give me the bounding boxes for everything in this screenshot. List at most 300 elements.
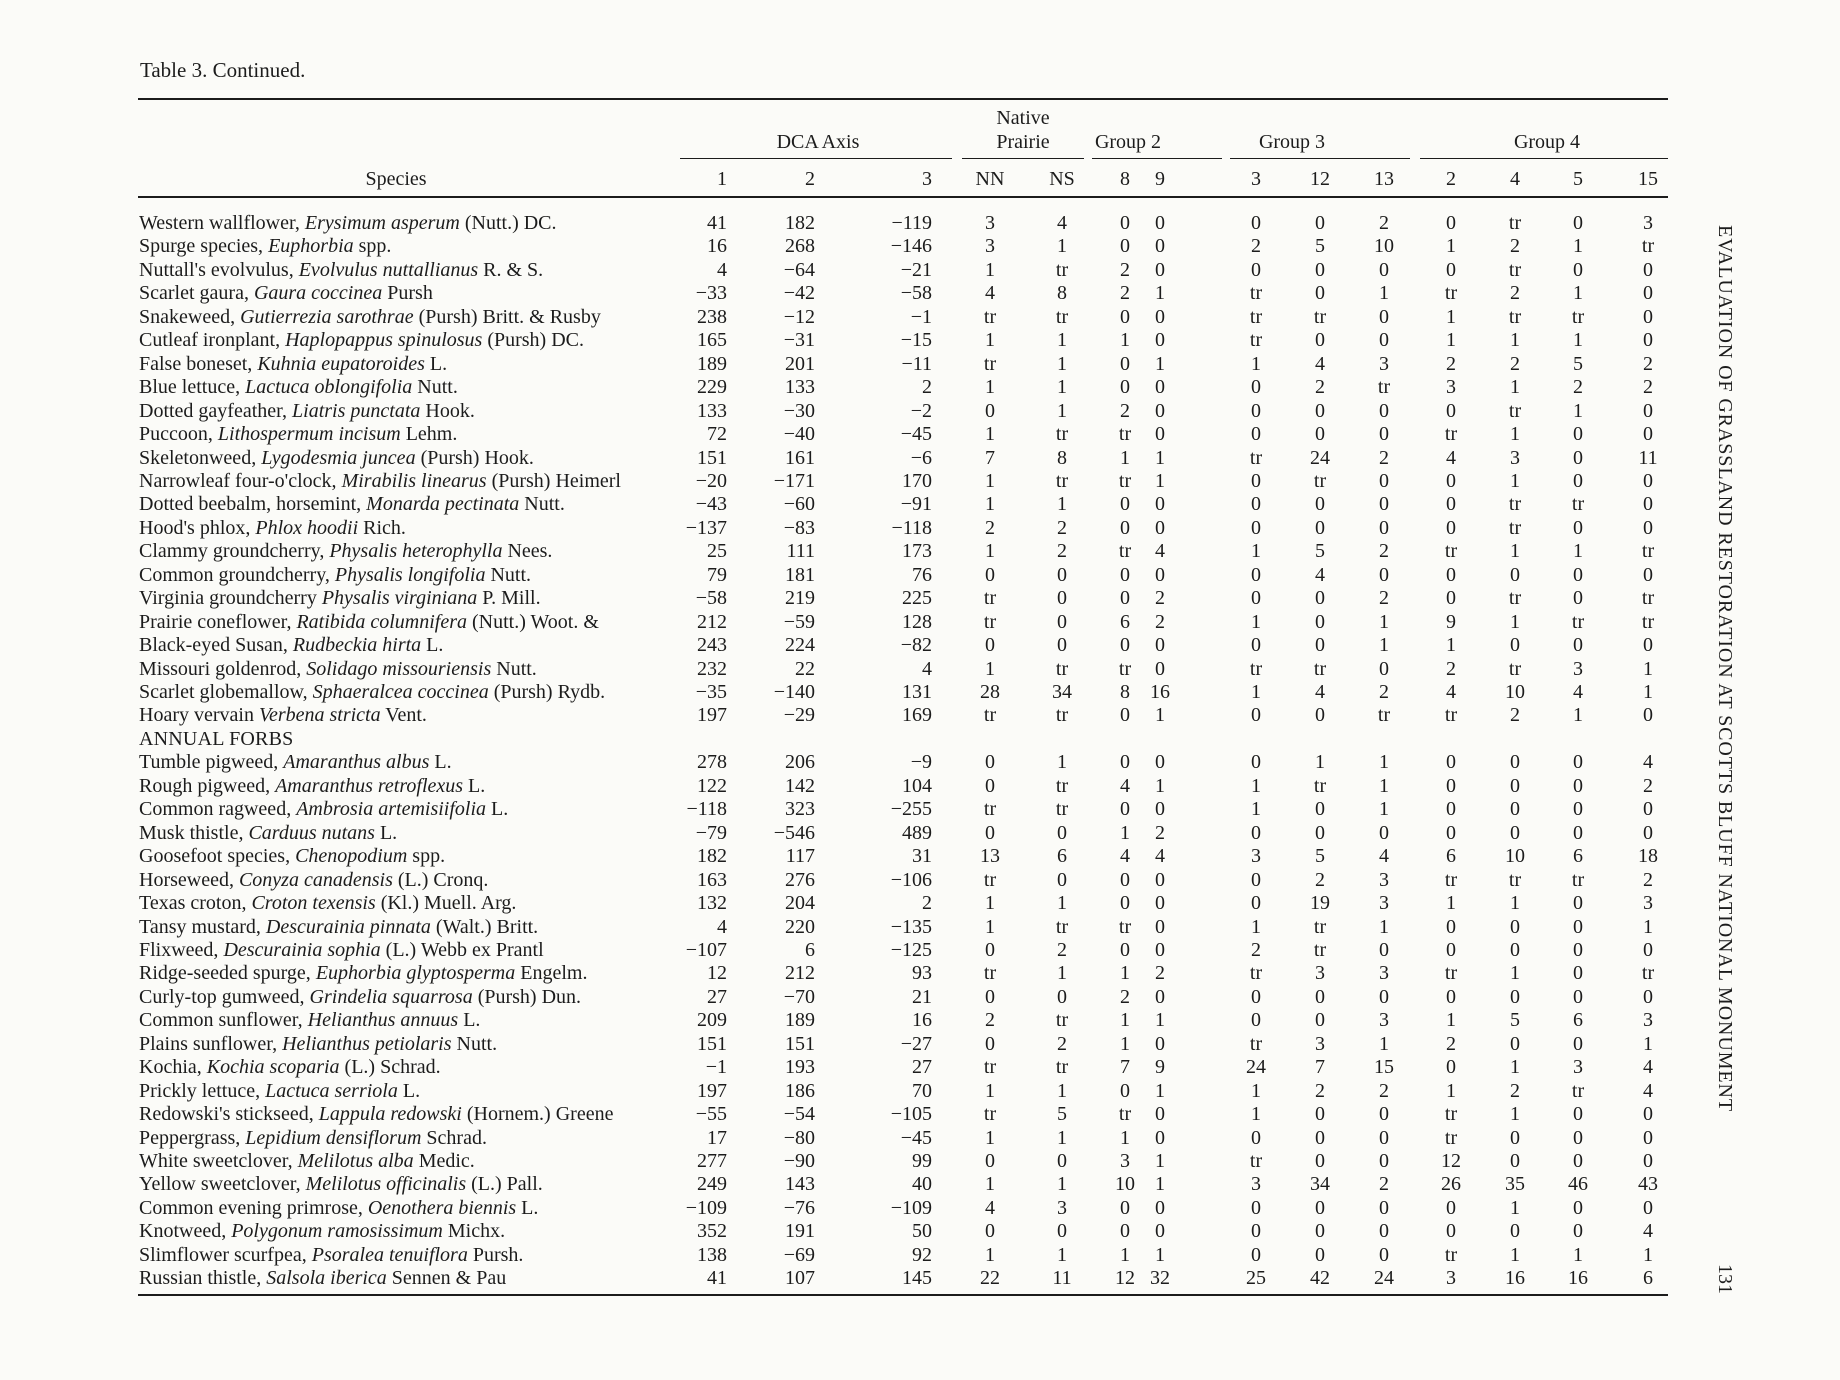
common-name: Dotted beebalm, horsemint, <box>139 493 367 516</box>
table-cell: 0 <box>1155 376 1165 399</box>
species-name <box>139 259 543 282</box>
table-cell: 0 <box>1379 985 1389 1008</box>
table-cell: tr <box>1571 610 1585 633</box>
table-cell: 0 <box>1510 563 1520 586</box>
table-cell: 1 <box>1120 1126 1130 1149</box>
common-name: Common sunflower, <box>139 1009 308 1032</box>
authority: Medic. <box>413 1150 475 1172</box>
table-cell: 0 <box>985 751 995 774</box>
table-cell: 1 <box>1573 329 1583 352</box>
species-name <box>139 681 605 704</box>
table-cell: 232 <box>697 657 727 680</box>
table-cell: 220 <box>785 915 815 938</box>
table-cell: tr <box>983 305 997 328</box>
table-cell: 0 <box>1446 469 1456 492</box>
table-cell: 2 <box>1573 376 1583 399</box>
table-cell: tr <box>1508 399 1522 422</box>
table-cell: 0 <box>1446 563 1456 586</box>
table-cell: 0 <box>1315 282 1325 305</box>
common-name: Curly-top gumweed, <box>139 985 310 1008</box>
table-cell: 8 <box>1057 446 1067 469</box>
table-cell: 0 <box>1315 634 1325 657</box>
table-cell: 0 <box>1573 1150 1583 1172</box>
table-cell: 0 <box>1510 634 1520 657</box>
common-name: Dotted gayfeather, <box>139 399 293 422</box>
authority: (Pursh) Dun. <box>472 985 582 1008</box>
table-cell: 4 <box>1446 446 1456 469</box>
table-cell: 2 <box>1155 821 1165 844</box>
table-cell: 1 <box>1155 469 1165 492</box>
table-cell: tr <box>1444 962 1458 985</box>
table-cell: 133 <box>697 399 727 422</box>
table-cell: 0 <box>1446 212 1456 234</box>
table-cell: −171 <box>773 469 815 492</box>
table-cell: 163 <box>697 868 727 891</box>
top-rule <box>138 98 1668 100</box>
table-cell: 0 <box>1446 751 1456 774</box>
table-cell: tr <box>1249 1150 1263 1172</box>
common-name: Flixweed, <box>139 938 224 961</box>
table-cell: 31 <box>912 845 932 868</box>
common-name: Plains sunflower, <box>139 1032 283 1055</box>
species-name <box>139 400 475 423</box>
table-cell: 2 <box>1251 235 1261 258</box>
authority: L. <box>486 798 509 821</box>
table-cell: 0 <box>1643 1196 1653 1219</box>
table-cell: 0 <box>1315 798 1325 821</box>
table-cell: −80 <box>783 1126 815 1149</box>
species-name <box>139 1244 523 1267</box>
scientific-name: Physalis longifolia <box>334 563 486 586</box>
authority: (Pursh) Britt. & Rusby <box>413 305 601 328</box>
table-cell: 3 <box>1379 868 1389 891</box>
species-name <box>139 775 485 798</box>
authority: L. <box>429 751 452 774</box>
table-cell: 0 <box>1120 751 1130 774</box>
table-cell: 1 <box>1057 235 1067 258</box>
table-cell: 3 <box>985 212 995 234</box>
table-cell: 0 <box>1573 1196 1583 1219</box>
table-cell: 0 <box>1120 1220 1130 1243</box>
scientific-name: Lactuca serriola <box>265 1079 398 1102</box>
table-cell: tr <box>983 798 997 821</box>
table-cell: 0 <box>1315 493 1325 516</box>
authority: L. <box>516 1196 539 1219</box>
table-cell: −106 <box>890 868 932 891</box>
table-cell: 4 <box>1315 563 1325 586</box>
table-cell: 2 <box>1446 1032 1456 1055</box>
table-cell: 4 <box>1446 681 1456 703</box>
table-cell: 4 <box>1643 751 1653 774</box>
table-cell: 26 <box>1441 1173 1461 1196</box>
table-cell: tr <box>1118 423 1132 446</box>
species-name <box>139 1009 480 1032</box>
table-cell: 0 <box>1510 938 1520 961</box>
table-cell: 3 <box>1643 212 1653 234</box>
table-cell: 278 <box>697 751 727 774</box>
table-cell: tr <box>1313 938 1327 961</box>
table-cell: 35 <box>1505 1173 1525 1196</box>
table-cell: 189 <box>697 352 727 375</box>
table-cell: 249 <box>697 1173 727 1196</box>
table-cell: 0 <box>1057 985 1067 1008</box>
common-name: Prickly lettuce, <box>139 1079 266 1102</box>
table-cell: 25 <box>707 540 727 563</box>
table-cell: 0 <box>1120 587 1130 610</box>
column-header: NN <box>975 168 1005 190</box>
species-name <box>139 822 397 845</box>
table-cell: 268 <box>785 235 815 258</box>
table-cell: 0 <box>1251 1009 1261 1032</box>
species-name <box>139 1033 497 1056</box>
table-cell: 0 <box>1379 563 1389 586</box>
table-cell: 243 <box>697 634 727 657</box>
table-cell: 1 <box>1446 892 1456 915</box>
table-cell: 0 <box>985 399 995 422</box>
table-cell: tr <box>1444 868 1458 891</box>
common-name: Common evening primrose, <box>139 1196 368 1219</box>
species-name <box>139 212 557 235</box>
table-cell: 1 <box>1510 469 1520 492</box>
species-name <box>139 517 406 540</box>
table-cell: 2 <box>1057 516 1067 539</box>
table-cell: 0 <box>1315 1103 1325 1126</box>
authority: spp. <box>407 845 446 868</box>
table-cell: tr <box>1118 469 1132 492</box>
table-cell: 2 <box>1379 212 1389 234</box>
common-name: Knotweed, <box>139 1220 232 1243</box>
table-cell: 0 <box>1057 587 1067 610</box>
table-cell: 2 <box>1446 352 1456 375</box>
table-cell: 22 <box>980 1267 1000 1290</box>
table-cell: tr <box>1313 915 1327 938</box>
table-cell: 1 <box>1446 329 1456 352</box>
table-cell: 0 <box>1155 423 1165 446</box>
authority: (L.) Schrad. <box>339 1056 441 1079</box>
table-cell: 0 <box>1315 212 1325 234</box>
scientific-name: Mirabilis linearus <box>341 469 487 492</box>
table-cell: 1 <box>1510 892 1520 915</box>
table-cell: 0 <box>1573 1220 1583 1243</box>
table-cell: 11 <box>1052 1267 1072 1290</box>
species-name <box>139 869 488 892</box>
common-name: Skeletonweed, <box>139 446 262 469</box>
scientific-name: Evolvulus nuttallianus <box>298 258 479 281</box>
table-cell: 2 <box>1510 282 1520 305</box>
table-cell: tr <box>1055 798 1069 821</box>
table-cell: 3 <box>985 235 995 258</box>
table-cell: 1 <box>1510 962 1520 985</box>
table-cell: tr <box>1641 610 1655 633</box>
table-cell: 133 <box>785 376 815 399</box>
table-cell: −43 <box>695 493 727 516</box>
table-cell: 0 <box>1120 798 1130 821</box>
table-cell: 41 <box>707 212 727 234</box>
table-cell: 0 <box>1057 821 1067 844</box>
table-cell: 0 <box>1251 376 1261 399</box>
table-cell: 1 <box>1510 329 1520 352</box>
table-cell: −33 <box>695 282 727 305</box>
table-cell: 4 <box>1379 845 1389 868</box>
table-cell: 0 <box>1643 1126 1653 1149</box>
authority: (Hornem.) Greene <box>461 1103 614 1126</box>
scientific-name: Lactuca oblongifolia <box>245 376 413 399</box>
species-name <box>139 751 452 774</box>
authority: L. <box>458 1009 481 1032</box>
table-cell: 0 <box>985 985 995 1008</box>
common-name: Missouri goldenrod, <box>139 657 307 680</box>
table-cell: 6 <box>1120 610 1130 633</box>
scientific-name: Carduus nutans <box>248 821 375 844</box>
table-cell: 0 <box>1446 985 1456 1008</box>
table-cell: 5 <box>1057 1103 1067 1126</box>
species-name <box>139 798 508 821</box>
table-cell: 4 <box>717 258 727 281</box>
table-cell: −15 <box>900 329 932 352</box>
table-cell: 0 <box>1155 985 1165 1008</box>
table-cell: 1 <box>1057 399 1067 422</box>
table-cell: −119 <box>891 212 932 234</box>
table-cell: 16 <box>912 1009 932 1032</box>
common-name: Snakeweed, <box>139 305 241 328</box>
table-cell: 0 <box>1643 305 1653 328</box>
table-cell: 25 <box>1246 1267 1266 1290</box>
table-cell: tr <box>1055 423 1069 446</box>
table-cell: 197 <box>697 704 727 727</box>
table-cell: 0 <box>1120 352 1130 375</box>
authority: Nees. <box>502 540 553 563</box>
table-cell: 1 <box>1057 352 1067 375</box>
table-cell: 0 <box>1446 798 1456 821</box>
table-cell: 0 <box>1057 1150 1067 1172</box>
table-cell: tr <box>1508 212 1522 234</box>
table-cell: tr <box>1118 1103 1132 1126</box>
authority: (L.) Webb ex Prantl <box>380 938 544 961</box>
table-cell: 0 <box>1573 1103 1583 1126</box>
table-cell: 0 <box>1155 258 1165 281</box>
table-cell: 12 <box>707 962 727 985</box>
table-cell: 0 <box>1120 305 1130 328</box>
bottom-rule <box>138 1294 1668 1296</box>
column-header: 4 <box>1510 168 1520 190</box>
table-cell: tr <box>1118 540 1132 563</box>
table-cell: −118 <box>686 798 727 821</box>
table-cell: 0 <box>1643 798 1653 821</box>
table-cell: 3 <box>1643 892 1653 915</box>
table-cell: 2 <box>1510 704 1520 727</box>
table-cell: 0 <box>1315 587 1325 610</box>
table-cell: −146 <box>890 235 932 258</box>
common-name: Slimflower scurfpea, <box>139 1243 312 1266</box>
table-cell: tr <box>983 868 997 891</box>
table-cell: 2 <box>1379 1079 1389 1102</box>
table-cell: 17 <box>707 1126 727 1149</box>
table-cell: 1 <box>985 915 995 938</box>
scientific-name: Melilotus alba <box>297 1150 414 1172</box>
scientific-name: Rudbeckia hirta <box>292 634 422 657</box>
table-cell: 1 <box>985 1079 995 1102</box>
table-cell: 0 <box>1573 634 1583 657</box>
scientific-name: Chenopodium <box>295 845 408 868</box>
table-cell: 0 <box>1155 868 1165 891</box>
table-caption: Table 3. Continued. <box>140 58 306 82</box>
table-cell: 4 <box>1057 212 1067 234</box>
table-cell: 76 <box>912 563 932 586</box>
table-cell: 3 <box>1379 892 1389 915</box>
table-cell: 0 <box>1379 1103 1389 1126</box>
authority: Nutt. <box>451 1032 498 1055</box>
scientific-name: Erysimum asperum <box>304 212 460 234</box>
table-cell: 0 <box>1643 516 1653 539</box>
table-cell: 1 <box>985 376 995 399</box>
table-cell: 0 <box>1155 1103 1165 1126</box>
table-cell: tr <box>1055 704 1069 727</box>
table-cell: 0 <box>985 634 995 657</box>
table-cell: 2 <box>1120 399 1130 422</box>
table-cell: 0 <box>1446 493 1456 516</box>
table-cell: 0 <box>1315 1220 1325 1243</box>
table-cell: tr <box>1249 282 1263 305</box>
table-cell: 3 <box>1379 962 1389 985</box>
table-cell: 5 <box>1573 352 1583 375</box>
table-cell: tr <box>1249 329 1263 352</box>
table-cell: 1 <box>1155 1173 1165 1196</box>
table-cell: 2 <box>1379 587 1389 610</box>
table-cell: 0 <box>1120 938 1130 961</box>
table-cell: 1 <box>1057 329 1067 352</box>
table-cell: 277 <box>697 1150 727 1172</box>
table-cell: 0 <box>1643 1150 1653 1172</box>
table-cell: 1 <box>985 1126 995 1149</box>
table-cell: 10 <box>1374 235 1394 258</box>
table-cell: tr <box>1571 493 1585 516</box>
table-cell: 2 <box>1379 540 1389 563</box>
table-cell: 0 <box>1315 985 1325 1008</box>
table-cell: 225 <box>902 587 932 610</box>
common-name: Russian thistle, <box>139 1267 267 1290</box>
page-number: 131 <box>1714 1264 1736 1294</box>
common-name: Western wallflower, <box>139 212 305 234</box>
table-cell: 0 <box>1379 423 1389 446</box>
table-cell: 2 <box>1510 235 1520 258</box>
table-cell: 2 <box>985 516 995 539</box>
table-cell: 138 <box>697 1243 727 1266</box>
table-cell: tr <box>983 1056 997 1079</box>
header-dca-axis: DCA Axis <box>776 131 860 153</box>
common-name: Nuttall's evolvulus, <box>139 258 299 281</box>
table-cell: tr <box>1641 587 1655 610</box>
table-cell: 0 <box>1251 563 1261 586</box>
species-name <box>139 845 445 868</box>
authority: Schrad. <box>421 1126 487 1149</box>
table-cell: 1 <box>1251 681 1261 703</box>
table-cell: tr <box>1444 1103 1458 1126</box>
table-cell: 1 <box>1510 376 1520 399</box>
table-cell: 0 <box>1573 258 1583 281</box>
species-name <box>139 306 601 329</box>
table-cell: 0 <box>1251 821 1261 844</box>
table-cell: tr <box>1444 1126 1458 1149</box>
table-cell: 0 <box>1446 587 1456 610</box>
table-cell: 0 <box>1120 235 1130 258</box>
table-cell: 1 <box>1251 798 1261 821</box>
table-cell: 1 <box>1573 704 1583 727</box>
table-cell: 1 <box>985 258 995 281</box>
table-cell: 42 <box>1310 1267 1330 1290</box>
table-cell: 1 <box>985 469 995 492</box>
scientific-name: Salsola iberica <box>266 1267 387 1290</box>
table-cell: 0 <box>1379 516 1389 539</box>
table-cell: 8 <box>1057 282 1067 305</box>
column-header: 1 <box>717 168 727 190</box>
species-name <box>139 353 447 376</box>
table-cell: 0 <box>1379 1126 1389 1149</box>
table-cell: 3 <box>1573 657 1583 680</box>
column-header: 9 <box>1155 168 1165 190</box>
table-cell: 3 <box>1057 1196 1067 1219</box>
table-cell: 0 <box>1155 1032 1165 1055</box>
table-cell: 1 <box>1379 774 1389 797</box>
table-cell: 0 <box>1446 774 1456 797</box>
table-cell: tr <box>983 704 997 727</box>
species-name <box>139 986 581 1009</box>
scientific-name: Ambrosia artemisiifolia <box>296 798 487 821</box>
table-cell: 132 <box>697 892 727 915</box>
header-group-4: Group 4 <box>1513 131 1581 153</box>
scientific-name: Lygodesmia juncea <box>261 446 416 469</box>
authority: L. <box>424 352 448 375</box>
table-cell: 4 <box>1573 681 1583 703</box>
table-cell: 0 <box>1315 1196 1325 1219</box>
table-cell: 0 <box>1379 399 1389 422</box>
scientific-name: Lappula redowski <box>318 1103 462 1126</box>
common-name: Tumble pigweed, <box>139 751 284 774</box>
table-cell: 1 <box>1446 1009 1456 1032</box>
table-cell: 212 <box>785 962 815 985</box>
table-cell: 1 <box>1120 1032 1130 1055</box>
table-cell: 0 <box>1251 587 1261 610</box>
table-cell: tr <box>1249 657 1263 680</box>
table-cell: 0 <box>1446 399 1456 422</box>
table-cell: 170 <box>902 469 932 492</box>
table-cell: −1 <box>705 1056 727 1079</box>
table-cell: 0 <box>1120 516 1130 539</box>
scientific-name: Ratibida columnifera <box>296 610 468 633</box>
table-cell: −118 <box>891 516 932 539</box>
table-cell: 1 <box>1379 634 1389 657</box>
table-cell: 0 <box>1155 329 1165 352</box>
table-cell: tr <box>1055 1009 1069 1032</box>
table-cell: 2 <box>922 376 932 399</box>
table-cell: 28 <box>980 681 1000 703</box>
table-cell: 0 <box>1643 634 1653 657</box>
authority: spp. <box>353 235 392 258</box>
common-name: Musk thistle, <box>139 821 249 844</box>
table-cell: 0 <box>985 1150 995 1172</box>
table-cell: 2 <box>1155 587 1165 610</box>
table-cell: 3 <box>1573 1056 1583 1079</box>
species-name <box>139 1103 613 1126</box>
table-cell: 0 <box>1120 892 1130 915</box>
table-cell: 1 <box>1379 1032 1389 1055</box>
common-name: Scarlet gaura, <box>139 282 254 305</box>
table-cell: 0 <box>1155 751 1165 774</box>
authority: (Pursh) Heimerl <box>486 469 621 492</box>
table-cell: −45 <box>900 1126 932 1149</box>
table-cell: 0 <box>1315 258 1325 281</box>
authority: (Pursh) DC. <box>482 329 584 352</box>
table-cell: 0 <box>1379 1220 1389 1243</box>
